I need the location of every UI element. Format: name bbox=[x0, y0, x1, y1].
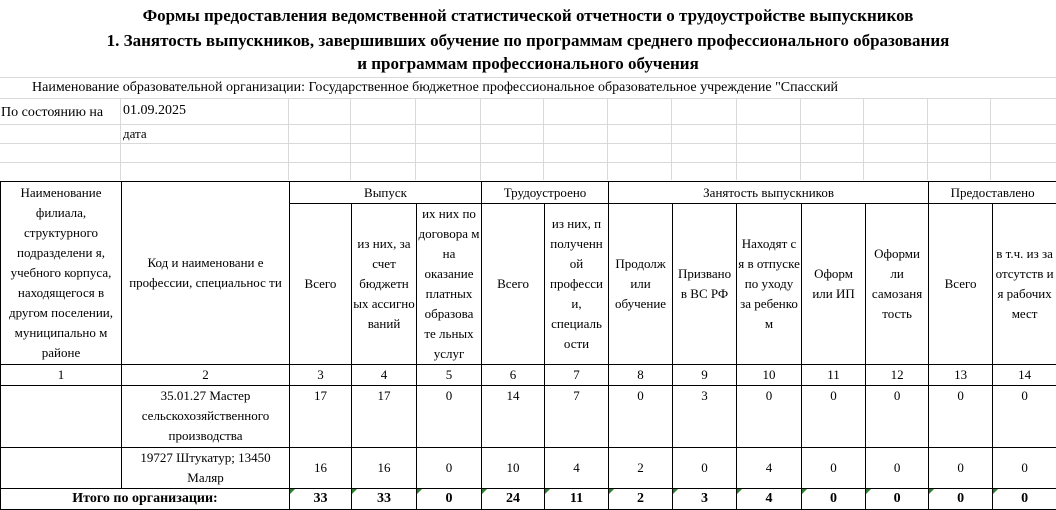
total-cell[interactable] bbox=[929, 489, 993, 510]
org-name-line: Наименование образовательной организации: Государственное бюджетное профессиональное образовательное учреждение "Спасский bbox=[32, 79, 838, 97]
value-cell[interactable]: 17 bbox=[352, 386, 417, 448]
value-cell[interactable]: 0 bbox=[993, 448, 1056, 489]
column-number-row bbox=[1, 365, 1056, 386]
total-value: 33 bbox=[314, 491, 328, 506]
total-value: 4 bbox=[766, 491, 773, 506]
value-cell[interactable]: 0 bbox=[673, 448, 737, 489]
header-code: Код и наименовани е профессии, специальнос ти bbox=[122, 182, 290, 365]
report-title-line2: 1. Занятость выпускников, завершивших обучение по программам среднего профессионального образования bbox=[0, 30, 1056, 52]
formula-marker-icon bbox=[417, 489, 422, 494]
value-cell[interactable]: 0 bbox=[866, 386, 929, 448]
header-col8: Продолж или обучение bbox=[609, 204, 673, 365]
col-number: 6 bbox=[482, 365, 545, 386]
total-value: 33 bbox=[377, 491, 391, 506]
total-value: 0 bbox=[894, 491, 901, 506]
col-number: 13 bbox=[929, 365, 993, 386]
header-group-release: Выпуск bbox=[290, 182, 482, 204]
total-cell[interactable] bbox=[993, 489, 1056, 510]
employment-table bbox=[0, 181, 1056, 510]
branch-cell[interactable] bbox=[1, 386, 122, 448]
profession-cell[interactable]: 35.01.27 Мастер сельскохозяйственного производства bbox=[122, 386, 290, 448]
value-cell[interactable]: 10 bbox=[482, 448, 545, 489]
total-cell[interactable] bbox=[545, 489, 609, 510]
status-label: По состоянию на bbox=[1, 104, 103, 122]
table-row bbox=[1, 386, 1056, 448]
date-caption: дата bbox=[123, 125, 147, 143]
value-cell[interactable]: 3 bbox=[673, 386, 737, 448]
value-cell[interactable]: 17 bbox=[290, 386, 352, 448]
value-cell[interactable]: 0 bbox=[866, 448, 929, 489]
header-col10: Находят с я в отпуске по уходу за ребенко м bbox=[737, 204, 802, 365]
table-row bbox=[1, 448, 1056, 489]
value-cell[interactable]: 16 bbox=[290, 448, 352, 489]
col-number: 11 bbox=[802, 365, 866, 386]
total-cell[interactable] bbox=[482, 489, 545, 510]
value-cell[interactable]: 0 bbox=[929, 386, 993, 448]
header-col3: Всего bbox=[290, 204, 352, 365]
formula-marker-icon bbox=[545, 489, 550, 494]
col-number: 4 bbox=[352, 365, 417, 386]
formula-marker-icon bbox=[802, 489, 807, 494]
total-cell[interactable] bbox=[290, 489, 352, 510]
header-group-occupation: Занятость выпускников bbox=[609, 182, 929, 204]
col-number: 12 bbox=[866, 365, 929, 386]
header-col14: в т.ч. из за отсутств и я рабочих мест bbox=[993, 204, 1056, 365]
total-cell[interactable] bbox=[737, 489, 802, 510]
value-cell[interactable]: 0 bbox=[802, 448, 866, 489]
col-number: 7 bbox=[545, 365, 609, 386]
report-title-line3: и программам профессионального обучения bbox=[0, 53, 1056, 75]
header-col11: Оформ или ИП bbox=[802, 204, 866, 365]
total-row bbox=[1, 489, 1056, 510]
total-cell[interactable] bbox=[802, 489, 866, 510]
total-label[interactable]: Итого по организации: bbox=[1, 489, 290, 510]
header-col6: Всего bbox=[482, 204, 545, 365]
header-col7: из них, п полученн ой професси и, специаль ости bbox=[545, 204, 609, 365]
value-cell[interactable]: 0 bbox=[802, 386, 866, 448]
formula-marker-icon bbox=[482, 489, 487, 494]
formula-marker-icon bbox=[673, 489, 678, 494]
value-cell[interactable]: 2 bbox=[609, 448, 673, 489]
header-col9: Призвано в ВС РФ bbox=[673, 204, 737, 365]
col-number: 9 bbox=[673, 365, 737, 386]
formula-marker-icon bbox=[993, 489, 998, 494]
value-cell[interactable]: 14 bbox=[482, 386, 545, 448]
formula-marker-icon bbox=[929, 489, 934, 494]
total-value: 3 bbox=[701, 491, 708, 506]
col-number: 10 bbox=[737, 365, 802, 386]
total-value: 0 bbox=[1021, 491, 1028, 506]
formula-marker-icon bbox=[866, 489, 871, 494]
header-branch: Наименование филиала, структурного подразделени я, учебного корпуса, находящегося в другом поселении, муниципально м районе bbox=[1, 182, 122, 365]
total-cell[interactable] bbox=[352, 489, 417, 510]
total-value: 0 bbox=[446, 491, 453, 506]
total-value: 0 bbox=[830, 491, 837, 506]
header-group-provided: Предоставлено bbox=[929, 182, 1056, 204]
total-value: 2 bbox=[637, 491, 644, 506]
header-col12: Оформи ли самозаня тость bbox=[866, 204, 929, 365]
col-number: 8 bbox=[609, 365, 673, 386]
header-col4: из них, за счет бюджетн ых ассигно ваний bbox=[352, 204, 417, 365]
value-cell[interactable]: 0 bbox=[417, 448, 482, 489]
total-cell[interactable] bbox=[673, 489, 737, 510]
col-number: 1 bbox=[1, 365, 122, 386]
formula-marker-icon bbox=[352, 489, 357, 494]
total-value: 0 bbox=[957, 491, 964, 506]
total-cell[interactable] bbox=[609, 489, 673, 510]
header-group-employed: Трудоустроено bbox=[482, 182, 609, 204]
formula-marker-icon bbox=[737, 489, 742, 494]
col-number: 2 bbox=[122, 365, 290, 386]
profession-cell[interactable]: 19727 Штукатур; 13450 Маляр bbox=[122, 448, 290, 489]
total-value: 11 bbox=[570, 491, 583, 506]
total-cell[interactable] bbox=[417, 489, 482, 510]
header-col5: их них по договора м на оказание платных образова те льных услуг bbox=[417, 204, 482, 365]
total-cell[interactable] bbox=[866, 489, 929, 510]
value-cell[interactable]: 4 bbox=[545, 448, 609, 489]
value-cell[interactable]: 0 bbox=[417, 386, 482, 448]
formula-marker-icon bbox=[290, 489, 295, 494]
value-cell[interactable]: 16 bbox=[352, 448, 417, 489]
value-cell[interactable]: 0 bbox=[993, 386, 1056, 448]
value-cell[interactable]: 0 bbox=[737, 386, 802, 448]
col-number: 5 bbox=[417, 365, 482, 386]
header-col13: Всего bbox=[929, 204, 993, 365]
col-number: 14 bbox=[993, 365, 1056, 386]
col-number: 3 bbox=[290, 365, 352, 386]
report-title-line1: Формы предоставления ведомственной статистической отчетности о трудоустройстве выпускников bbox=[0, 5, 1056, 27]
value-cell[interactable]: 4 bbox=[737, 448, 802, 489]
value-cell[interactable]: 7 bbox=[545, 386, 609, 448]
value-cell[interactable]: 0 bbox=[929, 448, 993, 489]
branch-cell[interactable] bbox=[1, 448, 122, 489]
total-value: 24 bbox=[506, 491, 520, 506]
value-cell[interactable]: 0 bbox=[609, 386, 673, 448]
formula-marker-icon bbox=[609, 489, 614, 494]
status-date[interactable]: 01.09.2025 bbox=[123, 102, 186, 120]
